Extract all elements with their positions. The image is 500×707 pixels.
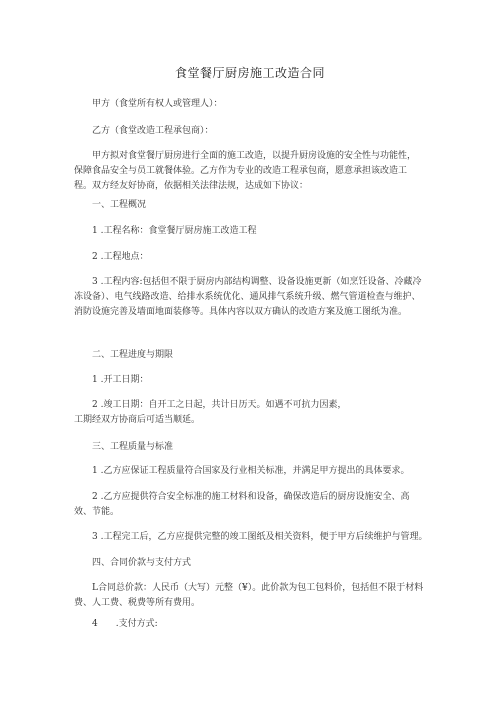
document-title: 食堂餐厅厨房施工改造合同 [174,66,325,80]
section3-item2: 2 .乙方应提供符合安全标准的施工材料和设备，确保改造后的厨房设施安全、高效、节能。 [74,492,410,517]
party-b-line: 乙方（食堂改造工程承包商）： [92,126,214,136]
section4-heading: 四、合同价款与支付方式 [92,558,192,568]
section3-heading: 三、工程质量与标准 [92,442,174,452]
section2-item1: 1 .开工日期： [92,375,149,385]
section4-item1: L合同总价款：人民币（大写）元整（¥）。此价款为包工包料价，包括但不限于材料费、人工费、税费等所有费用。 [74,583,424,608]
section4-item4: 4 .支付方式: [92,619,158,629]
section1-item1: 1 .工程名称：食堂餐厅厨房施工改造工程 [92,226,257,236]
section2-heading: 二、工程进度与期限 [92,350,174,360]
section3-item1: 1 .乙方应保证工程质量符合国家及行业相关标准，并满足甲方提出的具体要求。 [92,466,410,476]
section1-heading: 一、工程概况 [92,200,147,210]
section1-item3: 3 .工程内容:包括但不限于厨房内部结构调整、设备设施更新（如烹饪设备、冷藏冷冻设备）、电气线路改造、给排水系统优化、通风排气系统升级、燃气管道检查与维护、消防设施完善及墙面地面装修等。具体内容以双方确认的改造方案及施工图纸为准。 [74,277,422,317]
section2-item2-line1: 2 .竣工日期：自开工之日起，共计日历天。如遇不可抗力因素， [92,400,347,410]
section3-item3: 3 .工程完工后，乙方应提供完整的竣工图纸及相关资料，便于甲方后续维护与管理。 [92,532,428,542]
section2-item2-line2: 工期经双方协商后可适当顺延。 [74,415,201,425]
intro-paragraph: 甲方拟对食堂餐厅厨房进行全面的施工改造，以提升厨房设施的安全性与功能性，保障食品安全与员工就餐体验。乙方作为专业的改造工程承包商，愿意承担该改造工程。双方经友好协商，依据相关法律法规，达成如下协议： [74,151,417,191]
section1-item2: 2 .工程地点： [92,252,149,262]
party-a-line: 甲方（食堂所有权人或管理人）： [92,99,223,109]
